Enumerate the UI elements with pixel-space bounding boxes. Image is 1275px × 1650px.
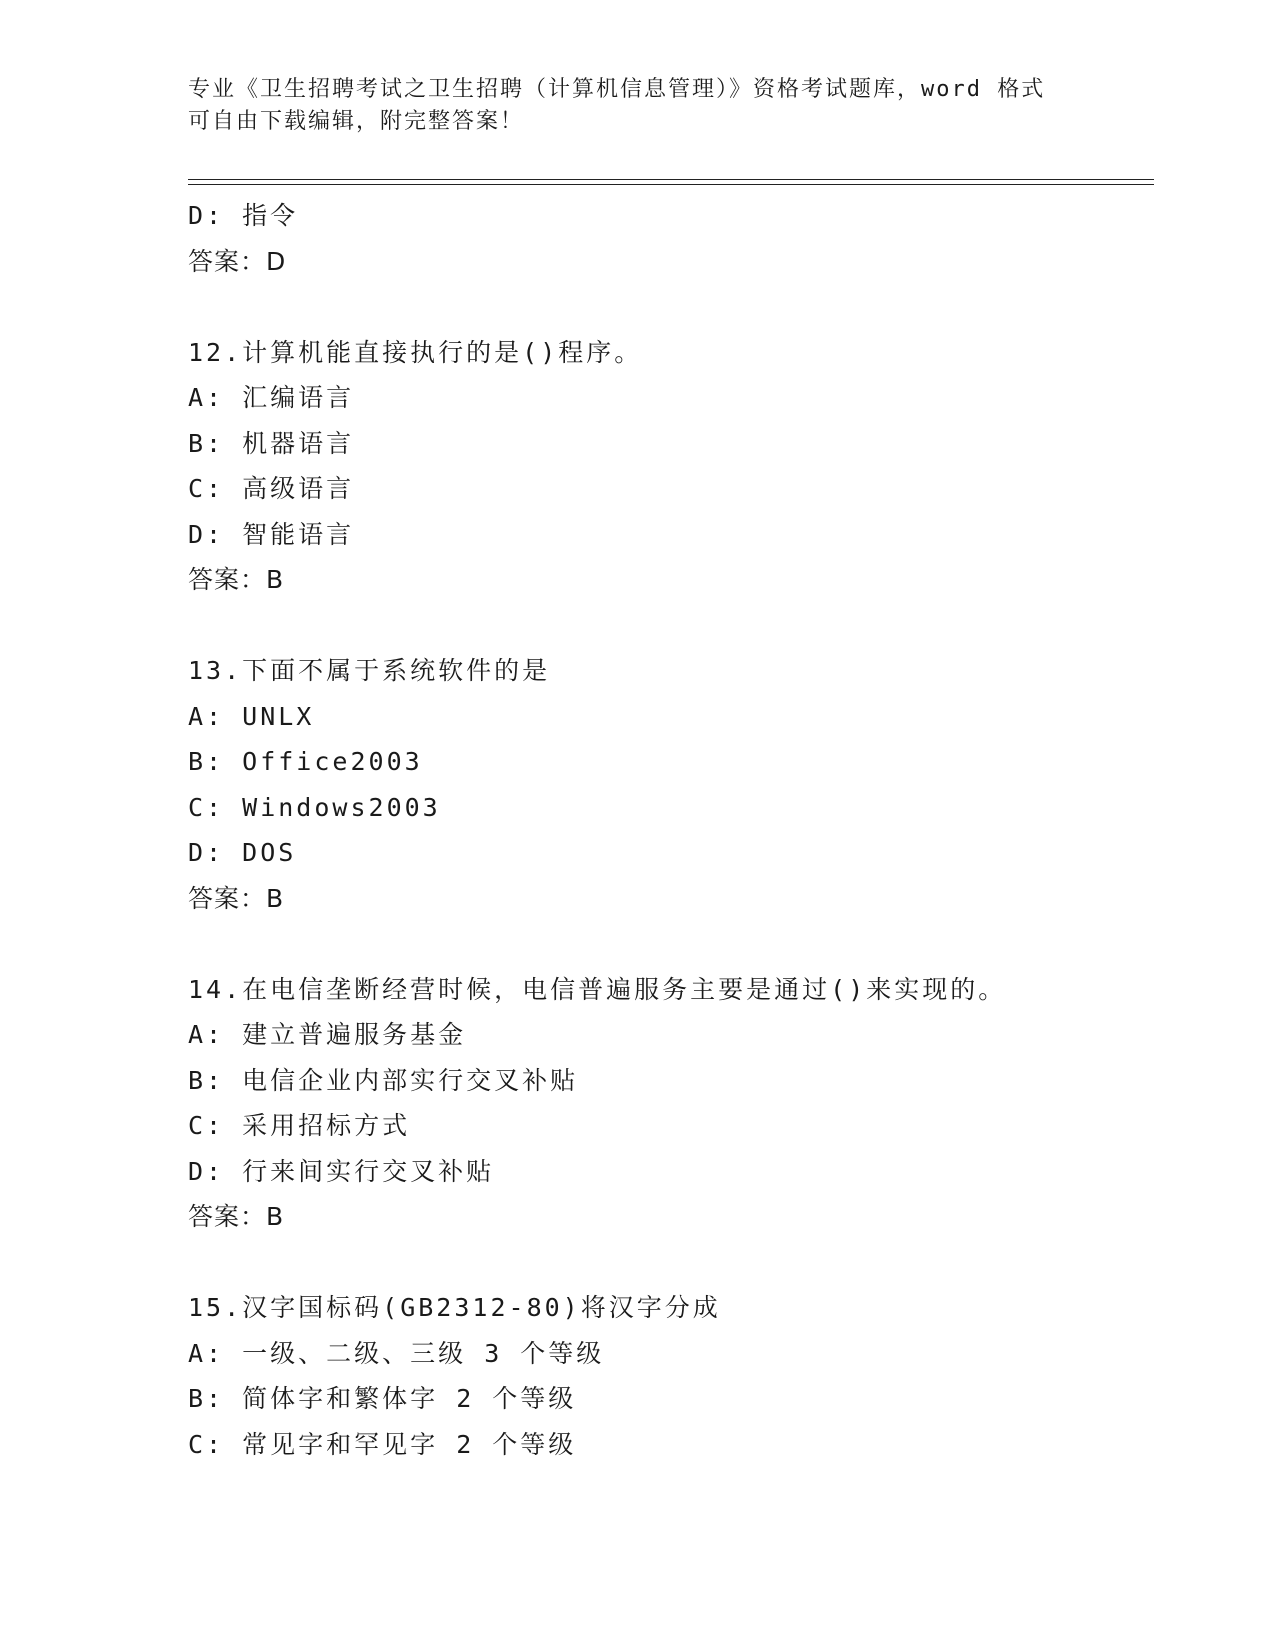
header-divider-bottom: [188, 184, 1154, 185]
header-line-1: 专业《卫生招聘考试之卫生招聘（计算机信息管理）》资格考试题库，word 格式: [188, 77, 1046, 102]
question-stem: 14.在电信垄断经营时候，电信普遍服务主要是通过()来实现的。: [188, 974, 1007, 1004]
question-stem: 12.计算机能直接执行的是()程序。: [188, 337, 643, 367]
question-stem: 15.汉字国标码(GB2312-80)将汉字分成: [188, 1293, 721, 1322]
option-a: A: 一级、二级、三级 3 个等级: [188, 1338, 605, 1368]
option-b: B: 机器语言: [188, 428, 355, 458]
option-b: B: Office2003: [188, 747, 423, 776]
option-d: D: 行来间实行交叉补贴: [188, 1156, 495, 1186]
document-header: [188, 74, 1088, 138]
question-11-fragment: [188, 193, 1148, 284]
option-c: C: 采用招标方式: [188, 1111, 411, 1140]
option-b: B: 电信企业内部实行交叉补贴: [188, 1065, 579, 1095]
question-15: [188, 1285, 1148, 1467]
option-a: A: UNLX: [188, 701, 315, 731]
option-d: D: DOS: [188, 838, 297, 867]
option-a: A: 汇编语言: [188, 383, 355, 412]
option-d: D: 指令: [188, 201, 299, 230]
option-d: D: 智能语言: [188, 519, 355, 549]
question-stem: 13.下面不属于系统软件的是: [188, 656, 551, 685]
header-divider-top: [188, 179, 1154, 180]
option-c: C: Windows2003: [188, 792, 441, 822]
option-b: B: 简体字和繁体字 2 个等级: [188, 1384, 577, 1413]
option-c: C: 高级语言: [188, 474, 355, 503]
question-list: [188, 193, 1148, 1467]
option-c: C: 常见字和罕见字 2 个等级: [188, 1429, 577, 1459]
answer-line: 答案：B: [188, 1202, 285, 1231]
option-a: A: 建立普遍服务基金: [188, 1020, 467, 1049]
question-14: [188, 967, 1148, 1240]
answer-line: 答案：D: [188, 246, 287, 276]
question-13: [188, 648, 1148, 921]
question-12: [188, 330, 1148, 603]
answer-line: 答案：B: [188, 883, 285, 913]
answer-line: 答案：B: [188, 565, 285, 594]
header-line-2: 可自由下载编辑，附完整答案！: [188, 109, 525, 134]
